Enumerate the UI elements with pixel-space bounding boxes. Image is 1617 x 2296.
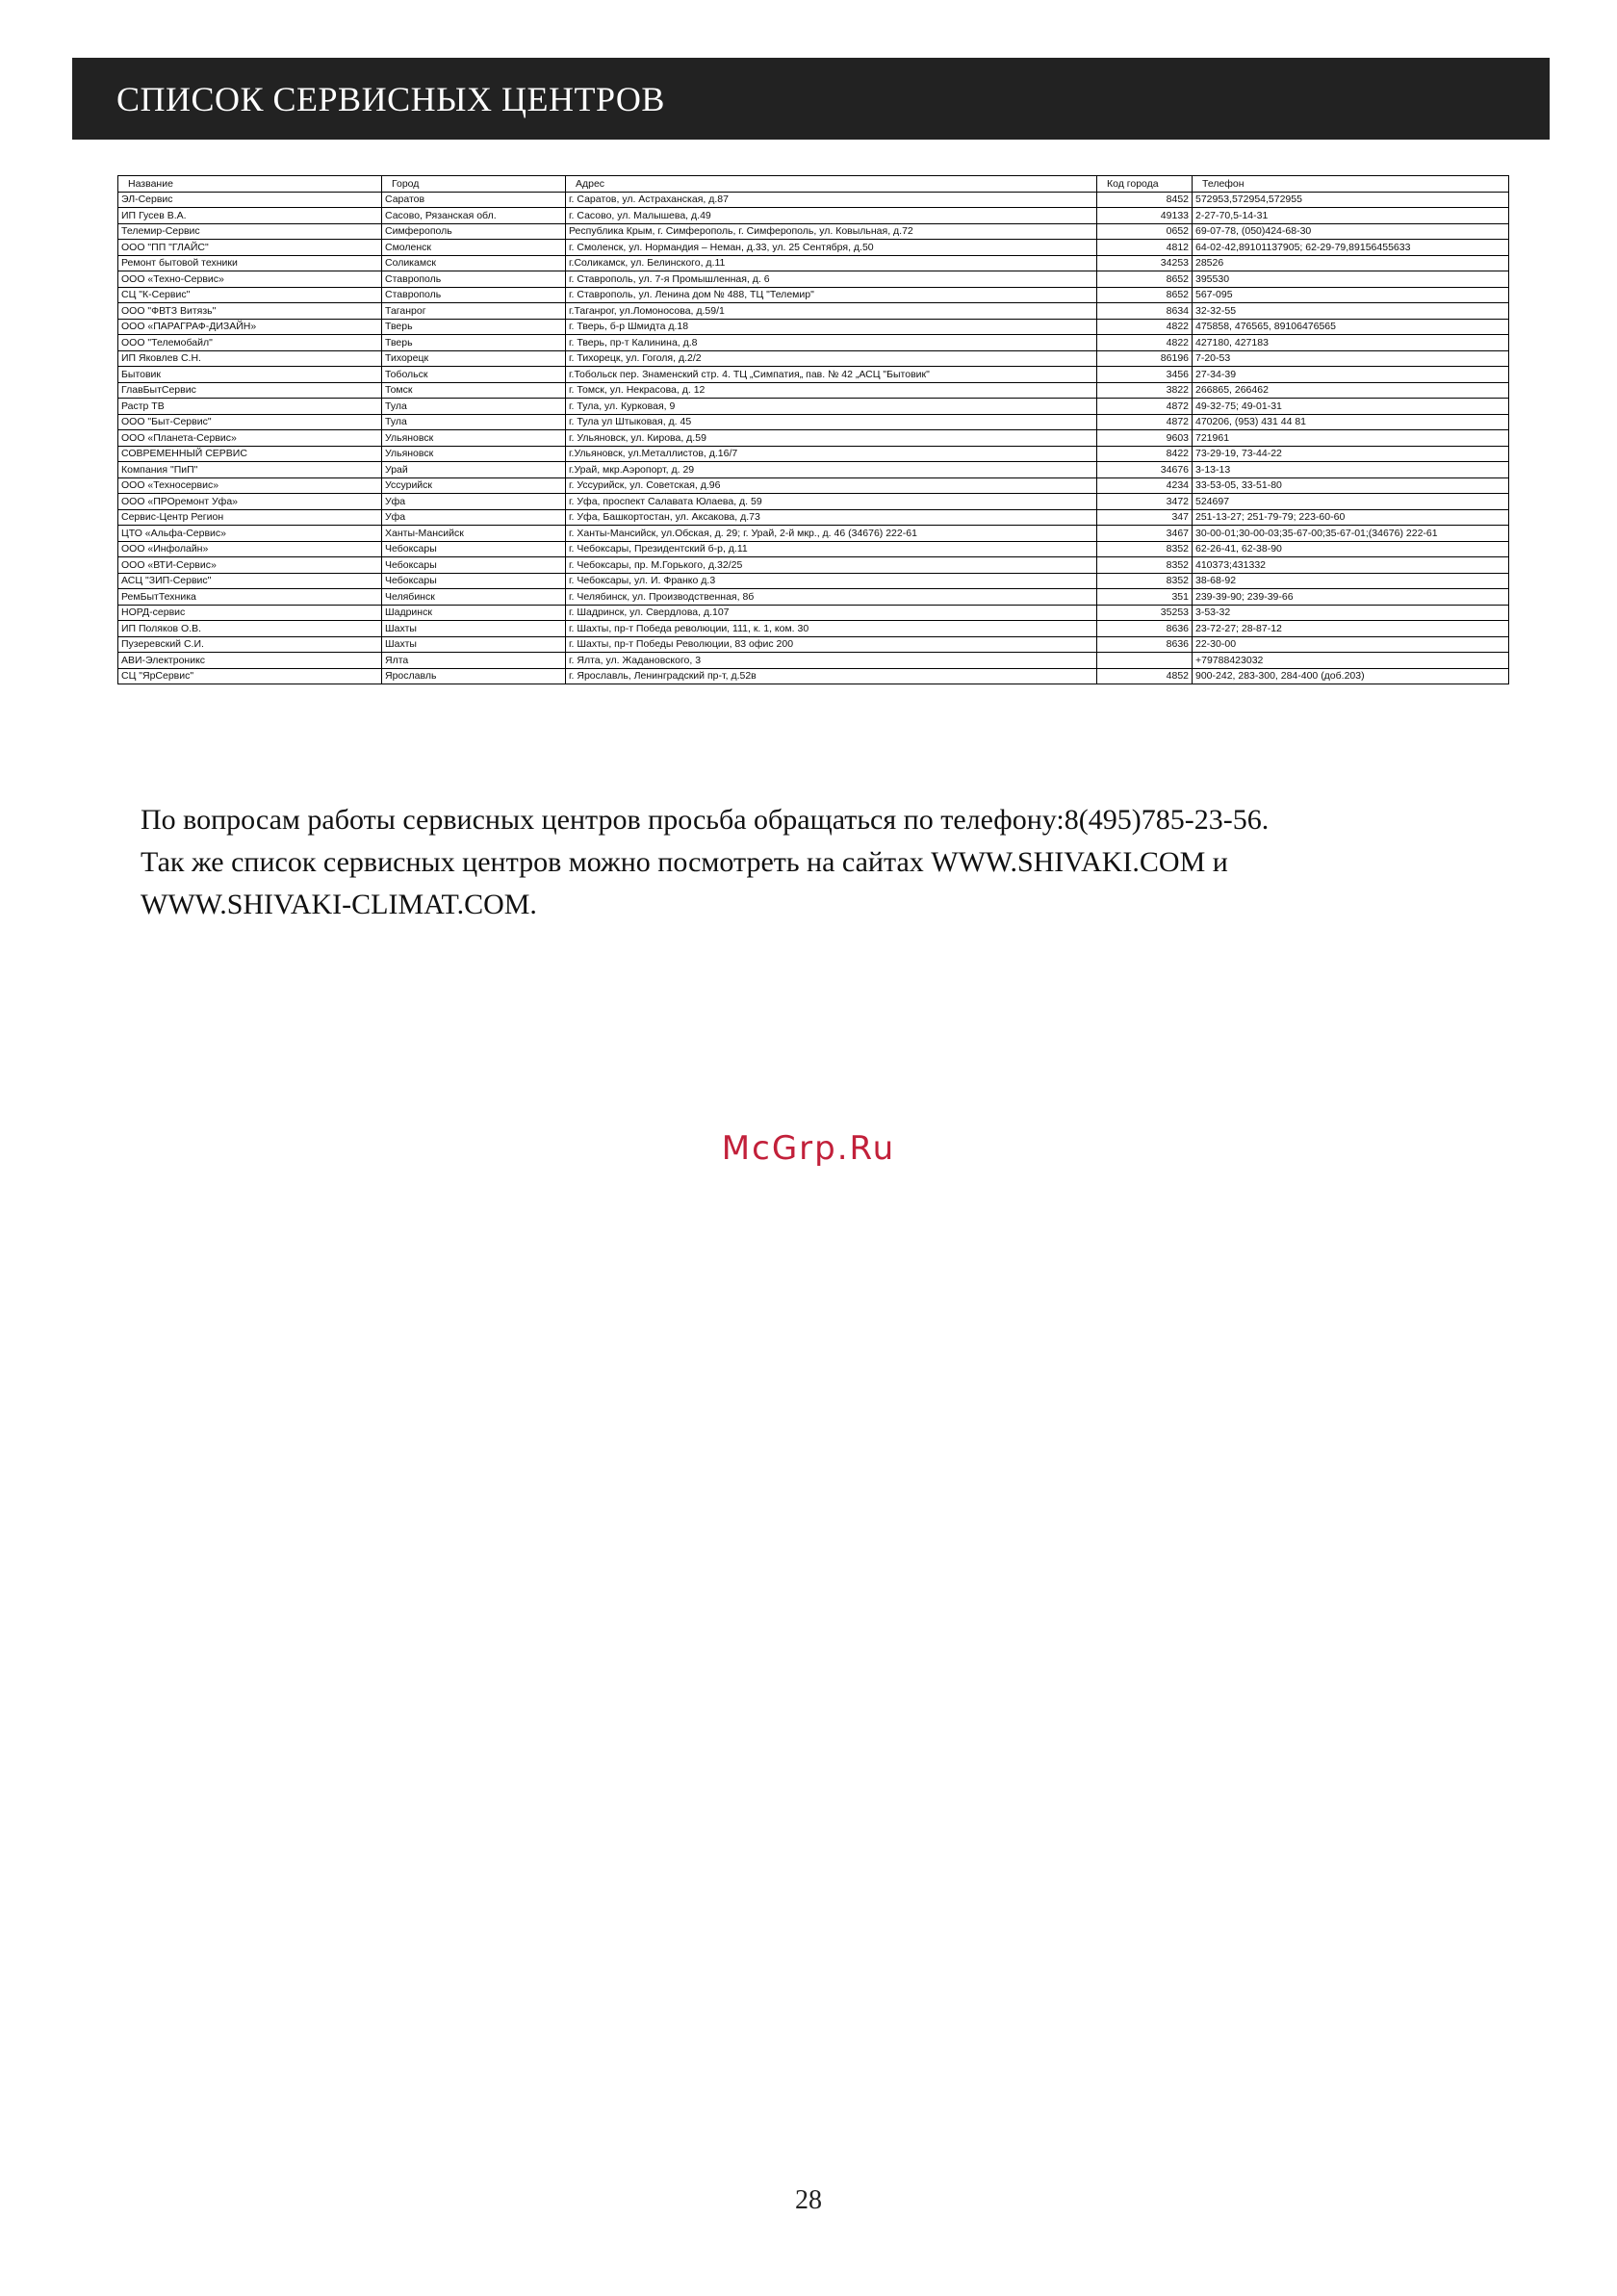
table-row [118,573,1509,589]
table-row [118,541,1509,557]
phone-cell: 410373;431332 [1193,557,1509,574]
address-cell: г. Ярославль, Ленинградский пр-т, д.52в [566,668,1097,684]
city-cell: Шахты [382,636,566,653]
table-row [118,399,1509,415]
phone-cell: 572953,572954,572955 [1193,192,1509,208]
center-name-cell: СЦ "К-Сервис" [118,287,382,303]
address-cell: г. Тихорецк, ул. Гоголя, д.2/2 [566,350,1097,367]
center-name-cell: Компания "ПиП" [118,462,382,478]
phone-cell: 7-20-53 [1193,350,1509,367]
phone-cell: 721961 [1193,430,1509,447]
table-row [118,382,1509,399]
center-name-cell: ООО "ФВТЗ Витязь" [118,303,382,320]
center-name-cell: АВИ-Электроникс [118,653,382,669]
table-body [118,192,1509,684]
phone-cell: 22-30-00 [1193,636,1509,653]
area-code-cell: 4852 [1097,668,1193,684]
center-name-cell: ЦТО «Альфа-Сервис» [118,526,382,542]
center-name-cell: ГлавБытСервис [118,382,382,399]
phone-cell: 900-242, 283-300, 284-400 (доб.203) [1193,668,1509,684]
phone-cell: 427180, 427183 [1193,335,1509,351]
address-cell: г. Уфа, проспект Салавата Юлаева, д. 59 [566,494,1097,510]
table-row [118,557,1509,574]
city-cell: Шадринск [382,605,566,621]
table-row [118,589,1509,606]
phone-cell: 524697 [1193,494,1509,510]
address-cell: г. Ялта, ул. Жадановского, 3 [566,653,1097,669]
center-name-cell: Растр ТВ [118,399,382,415]
city-cell: Ульяновск [382,430,566,447]
info-line: Так же список сервисных центров можно посмотреть на сайтах WWW.SHIVAKI.COM и [141,846,1228,878]
phone-cell: +79788423032 [1193,653,1509,669]
table-row [118,271,1509,288]
center-name-cell: РемБытТехника [118,589,382,606]
phone-cell: 33-53-05, 33-51-80 [1193,477,1509,494]
table-row [118,287,1509,303]
area-code-cell: 8652 [1097,271,1193,288]
city-cell: Ульяновск [382,446,566,462]
address-cell: г. Томск, ул. Некрасова, д. 12 [566,382,1097,399]
phone-cell: 32-32-55 [1193,303,1509,320]
area-code-cell: 4822 [1097,335,1193,351]
address-cell: г. Ульяновск, ул. Кирова, д.59 [566,430,1097,447]
center-name-cell: СЦ "ЯрСервис" [118,668,382,684]
center-name-cell: ООО «Планета-Сервис» [118,430,382,447]
phone-cell: 23-72-27; 28-87-12 [1193,621,1509,637]
page-number: 28 [795,2185,822,2215]
table-row [118,335,1509,351]
address-cell: г.Ульяновск, ул.Металлистов, д.16/7 [566,446,1097,462]
phone-cell: 28526 [1193,255,1509,271]
area-code-cell: 8352 [1097,541,1193,557]
column-header: Название [118,176,382,193]
area-code-cell: 8352 [1097,573,1193,589]
table-row [118,208,1509,224]
city-cell: Уфа [382,509,566,526]
city-cell: Саратов [382,192,566,208]
address-cell: г. Ставрополь, ул. Ленина дом № 488, ТЦ "Телемир" [566,287,1097,303]
phone-cell: 3-53-32 [1193,605,1509,621]
table-row [118,319,1509,335]
address-cell: г. Шахты, пр-т Победа революции, 111, к. 1, ком. 30 [566,621,1097,637]
table-row [118,350,1509,367]
area-code-cell: 4872 [1097,399,1193,415]
area-code-cell: 8422 [1097,446,1193,462]
center-name-cell: ООО «ПРОремонт Уфа» [118,494,382,510]
area-code-cell: 3472 [1097,494,1193,510]
center-name-cell: ООО "Быт-Сервис" [118,414,382,430]
area-code-cell: 34676 [1097,462,1193,478]
center-name-cell: АСЦ "ЗИП-Сервис" [118,573,382,589]
address-cell: г. Смоленск, ул. Нормандия – Неман, д.33, ул. 25 Сентября, д.50 [566,240,1097,256]
center-name-cell: Пузеревский С.И. [118,636,382,653]
center-name-cell: ООО «ВТИ-Сервис» [118,557,382,574]
table-row [118,477,1509,494]
address-cell: г. Саратов, ул. Астраханская, д.87 [566,192,1097,208]
address-cell: г. Уфа, Башкортостан, ул. Аксакова, д.73 [566,509,1097,526]
address-cell: г.Урай, мкр.Аэропорт, д. 29 [566,462,1097,478]
city-cell: Урай [382,462,566,478]
area-code-cell: 4234 [1097,477,1193,494]
table-row [118,526,1509,542]
area-code-cell: 34253 [1097,255,1193,271]
area-code-cell: 347 [1097,509,1193,526]
area-code-cell: 351 [1097,589,1193,606]
city-cell: Симферополь [382,223,566,240]
table-header-row [118,176,1509,193]
address-cell: г.Таганрог, ул.Ломоносова, д.59/1 [566,303,1097,320]
city-cell: Чебоксары [382,557,566,574]
phone-cell: 38-68-92 [1193,573,1509,589]
area-code-cell: 3822 [1097,382,1193,399]
center-name-cell: ИП Поляков О.В. [118,621,382,637]
phone-cell: 266865, 266462 [1193,382,1509,399]
area-code-cell: 8636 [1097,636,1193,653]
center-name-cell: ООО "Телемобайл" [118,335,382,351]
phone-cell: 73-29-19, 73-44-22 [1193,446,1509,462]
city-cell: Тихорецк [382,350,566,367]
table-row [118,621,1509,637]
area-code-cell: 8634 [1097,303,1193,320]
city-cell: Смоленск [382,240,566,256]
center-name-cell: СОВРЕМЕННЫЙ СЕРВИС [118,446,382,462]
phone-cell: 567-095 [1193,287,1509,303]
city-cell: Шахты [382,621,566,637]
table-row [118,494,1509,510]
table-row [118,509,1509,526]
center-name-cell: НОРД-сервис [118,605,382,621]
address-cell: г. Шадринск, ул. Свердлова, д.107 [566,605,1097,621]
city-cell: Чебоксары [382,573,566,589]
column-header: Адрес [566,176,1097,193]
table-row [118,367,1509,383]
column-header: Город [382,176,566,193]
center-name-cell: ЭЛ-Сервис [118,192,382,208]
city-cell: Уссурийск [382,477,566,494]
city-cell: Тобольск [382,367,566,383]
city-cell: Ялта [382,653,566,669]
address-cell: г. Чебоксары, пр. М.Горького, д.32/25 [566,557,1097,574]
area-code-cell: 3456 [1097,367,1193,383]
phone-cell: 64-02-42,89101137905; 62-29-79,89156455633 [1193,240,1509,256]
phone-cell: 395530 [1193,271,1509,288]
center-name-cell: ИП Гусев В.А. [118,208,382,224]
info-line: WWW.SHIVAKI-CLIMAT.COM. [141,889,537,920]
area-code-cell: 0652 [1097,223,1193,240]
table-row [118,303,1509,320]
area-code-cell: 8452 [1097,192,1193,208]
table-row [118,255,1509,271]
address-cell: г. Тверь, б-р Шмидта д.18 [566,319,1097,335]
table-row [118,240,1509,256]
address-cell: г. Тула ул Штыковая, д. 45 [566,414,1097,430]
phone-cell: 239-39-90; 239-39-66 [1193,589,1509,606]
page-title: СПИСОК СЕРВИСНЫХ ЦЕНТРОВ [116,79,665,118]
area-code-cell [1097,653,1193,669]
area-code-cell: 49133 [1097,208,1193,224]
phone-cell: 251-13-27; 251-79-79; 223-60-60 [1193,509,1509,526]
city-cell: Таганрог [382,303,566,320]
address-cell: г. Шахты, пр-т Победы Революции, 83 офис 200 [566,636,1097,653]
city-cell: Тула [382,414,566,430]
address-cell: г. Ставрополь, ул. 7-я Промышленная, д. 6 [566,271,1097,288]
phone-cell: 62-26-41, 62-38-90 [1193,541,1509,557]
area-code-cell: 4822 [1097,319,1193,335]
city-cell: Тула [382,399,566,415]
address-cell: г. Уссурийск, ул. Советская, д.96 [566,477,1097,494]
city-cell: Сасово, Рязанская обл. [382,208,566,224]
area-code-cell: 8352 [1097,557,1193,574]
address-cell: г. Челябинск, ул. Производственная, 8б [566,589,1097,606]
phone-cell: 30-00-01;30-00-03;35-67-00;35-67-01;(34676) 222-61 [1193,526,1509,542]
area-code-cell: 8636 [1097,621,1193,637]
address-cell: г. Сасово, ул. Малышева, д.49 [566,208,1097,224]
city-cell: Ставрополь [382,287,566,303]
phone-cell: 470206, (953) 431 44 81 [1193,414,1509,430]
address-cell: Республика Крым, г. Симферополь, г. Симферополь, ул. Ковыльная, д.72 [566,223,1097,240]
table-row [118,653,1509,669]
area-code-cell: 9603 [1097,430,1193,447]
city-cell: Тверь [382,335,566,351]
center-name-cell: ООО "ПП "ГЛАЙС" [118,240,382,256]
city-cell: Томск [382,382,566,399]
table-row [118,636,1509,653]
center-name-cell: Ремонт бытовой техники [118,255,382,271]
table-row [118,414,1509,430]
area-code-cell: 3467 [1097,526,1193,542]
city-cell: Ярославль [382,668,566,684]
city-cell: Чебоксары [382,541,566,557]
phone-cell: 475858, 476565, 89106476565 [1193,319,1509,335]
phone-cell: 49-32-75; 49-01-31 [1193,399,1509,415]
address-cell: г. Чебоксары, Президентский б-р, д.11 [566,541,1097,557]
header-bar [72,58,1550,140]
phone-cell: 2-27-70,5-14-31 [1193,208,1509,224]
area-code-cell: 4812 [1097,240,1193,256]
center-name-cell: Бытовик [118,367,382,383]
city-cell: Уфа [382,494,566,510]
column-header: Телефон [1193,176,1509,193]
watermark: McGrp.Ru [721,1129,896,1168]
address-cell: г.Соликамск, ул. Белинского, д.11 [566,255,1097,271]
address-cell: г. Чебоксары, ул. И. Франко д.3 [566,573,1097,589]
area-code-cell: 86196 [1097,350,1193,367]
info-line: По вопросам работы сервисных центров просьба обращаться по телефону:8(495)785-23-56. [141,804,1270,836]
phone-cell: 27-34-39 [1193,367,1509,383]
address-cell: г. Ханты-Мансийск, ул.Обская, д. 29; г. Урай, 2-й мкр., д. 46 (34676) 222-61 [566,526,1097,542]
table-row [118,223,1509,240]
center-name-cell: ООО «Техносервис» [118,477,382,494]
center-name-cell: Телемир-Сервис [118,223,382,240]
city-cell: Соликамск [382,255,566,271]
table-row [118,462,1509,478]
table-row [118,192,1509,208]
center-name-cell: Сервис-Центр Регион [118,509,382,526]
table-row [118,605,1509,621]
city-cell: Ставрополь [382,271,566,288]
table-row [118,668,1509,684]
area-code-cell: 4872 [1097,414,1193,430]
city-cell: Ханты-Мансийск [382,526,566,542]
address-cell: г. Тверь, пр-т Калинина, д.8 [566,335,1097,351]
address-cell: г. Тула, ул. Курковая, 9 [566,399,1097,415]
center-name-cell: ООО «ПАРАГРАФ-ДИЗАЙН» [118,319,382,335]
center-name-cell: ООО «Инфолайн» [118,541,382,557]
table-row [118,430,1509,447]
city-cell: Челябинск [382,589,566,606]
table-row [118,446,1509,462]
contact-info [141,799,1527,926]
center-name-cell: ИП Яковлев С.Н. [118,350,382,367]
area-code-cell: 35253 [1097,605,1193,621]
phone-cell: 3-13-13 [1193,462,1509,478]
center-name-cell: ООО «Техно-Сервис» [118,271,382,288]
column-header: Код города [1097,176,1193,193]
service-centers-table [117,175,1509,684]
phone-cell: 69-07-78, (050)424-68-30 [1193,223,1509,240]
address-cell: г.Тобольск пер. Знаменский стр. 4. ТЦ „Симпатия„ пав. № 42 „АСЦ "Бытовик" [566,367,1097,383]
area-code-cell: 8652 [1097,287,1193,303]
city-cell: Тверь [382,319,566,335]
